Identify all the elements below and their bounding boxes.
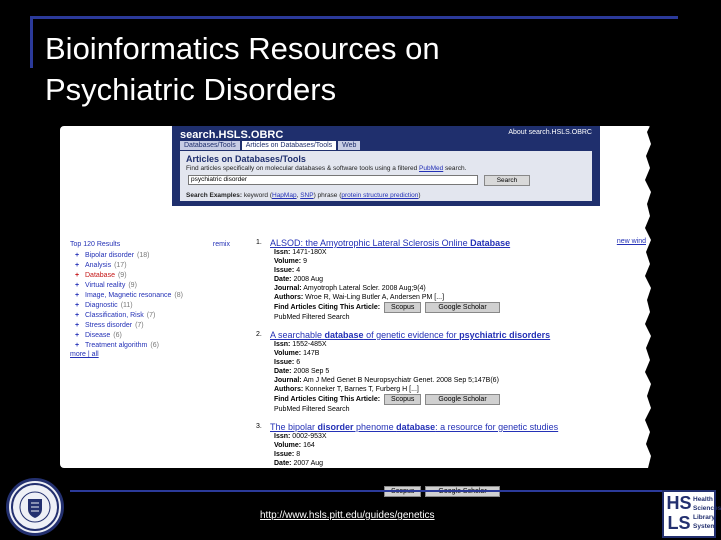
slide-title-line-1: Bioinformatics Resources on — [45, 31, 440, 66]
plus-icon: + — [75, 271, 80, 279]
facet-item[interactable]: + Treatment algorithm (6) — [75, 341, 159, 349]
facet-item[interactable]: + Bipolar disorder (18) — [75, 251, 150, 259]
facet-item-selected[interactable]: + Database (9) — [75, 271, 127, 279]
search-input[interactable]: psychiatric disorder — [188, 175, 478, 185]
example-phrase-link[interactable]: protein structure prediction — [341, 192, 419, 199]
tab-web[interactable]: Web — [338, 141, 360, 150]
result-number: 3. — [256, 423, 262, 430]
facets-header: Top 120 Results — [70, 241, 121, 248]
remix-link[interactable]: remix — [212, 241, 230, 248]
result-journal: Journal: Am J Med Genet B Neuropsychiatr Genet. 2008 Sep 5;147B(6) — [274, 377, 499, 384]
panel-description: Find articles specifically on molecular databases & software tools using a filtered PubMed search. — [186, 165, 467, 172]
plus-icon: + — [75, 251, 80, 259]
result-journal: Journal: Amyotroph Lateral Scler. 2008 Aug;9(4) — [274, 285, 426, 292]
result-date: Date: 2008 Aug — [274, 276, 324, 283]
university-seal-logo — [6, 478, 64, 536]
result-item — [256, 238, 648, 322]
result-authors: Authors: Potash JB, Toolan J, Steele J [...] — [274, 478, 408, 485]
pubmed-filtered-search-link[interactable]: PubMed Filtered Search — [274, 314, 350, 321]
result-volume: Volume: 147B — [274, 350, 320, 357]
google-scholar-button[interactable]: Google Scholar — [425, 394, 499, 405]
scopus-button[interactable]: Scopus — [384, 302, 421, 313]
result-issn: Issn: 0002-953X — [274, 433, 327, 440]
plus-icon: + — [75, 281, 80, 289]
result-title-link[interactable]: A searchable database of genetic evidence for psychiatric disorders — [270, 330, 551, 340]
hsls-logo-letters: HS LS — [666, 493, 692, 533]
plus-icon: + — [75, 291, 80, 299]
result-issn: Issn: 1471-180X — [274, 249, 327, 256]
google-scholar-button[interactable]: Google Scholar — [425, 302, 499, 313]
result-authors: Authors: Wroe R, Wai-Ling Butler A, Andersen PM [...] — [274, 294, 445, 301]
result-issue: Issue: 6 — [274, 359, 301, 366]
tab-databases-tools[interactable]: Databases/Tools — [180, 141, 240, 150]
facet-item[interactable]: + Stress disorder (7) — [75, 321, 144, 329]
facet-item[interactable]: + Virtual reality (9) — [75, 281, 137, 289]
site-tabs — [180, 141, 360, 150]
scopus-button[interactable]: Scopus — [384, 394, 421, 405]
bottom-accent-rule — [70, 490, 686, 492]
panel-heading: Articles on Databases/Tools — [186, 154, 306, 164]
result-volume: Volume: 164 — [274, 442, 315, 449]
result-item — [256, 330, 648, 414]
example-hapmap-link[interactable]: HapMap — [272, 192, 297, 199]
result-issue: Issue: 4 — [274, 267, 301, 274]
torn-edge-decoration — [642, 126, 652, 468]
result-number: 2. — [256, 331, 262, 338]
pubmed-link[interactable]: PubMed — [419, 165, 444, 172]
cite-row: Find Articles Citing This Article: Scopus Google Scholar — [274, 394, 648, 405]
search-button[interactable]: Search — [484, 175, 530, 186]
result-number: 1. — [256, 239, 262, 246]
cite-row: Find Articles Citing This Article: Scopus Google Scholar — [274, 302, 648, 313]
more-all-link[interactable]: more | all — [70, 351, 99, 358]
tab-articles-on-databases[interactable]: Articles on Databases/Tools — [242, 141, 336, 150]
result-authors: Authors: Konneker T, Barnes T, Furberg H [...] — [274, 386, 419, 393]
result-item — [256, 422, 648, 497]
result-date: Date: 2008 Sep 5 — [274, 368, 330, 375]
result-journal: Journal: Am J Psychiatry. 2007 Aug;164(8) — [274, 469, 409, 476]
search-panel — [180, 151, 592, 201]
result-date: Date: 2007 Aug — [274, 460, 324, 467]
facet-item[interactable]: + Diagnostic (11) — [75, 301, 133, 309]
facet-sidebar — [70, 241, 230, 358]
seal-icon — [9, 481, 61, 533]
plus-icon: + — [75, 301, 80, 309]
plus-icon: + — [75, 341, 80, 349]
result-title-link[interactable]: ALSOD: the Amyotrophic Lateral Sclerosis Online Database — [270, 238, 511, 248]
left-accent-rule — [30, 16, 33, 68]
hsls-logo — [662, 490, 721, 538]
example-snp-link[interactable]: SNP — [300, 192, 314, 199]
result-issn: Issn: 1552-485X — [274, 341, 327, 348]
facet-item[interactable]: + Disease (6) — [75, 331, 122, 339]
plus-icon: + — [75, 311, 80, 319]
plus-icon: + — [75, 261, 80, 269]
results-list — [256, 238, 648, 505]
about-link[interactable]: About search.HSLS.OBRC — [508, 129, 592, 136]
top-accent-rule — [30, 16, 678, 19]
result-title-link[interactable]: The bipolar disorder phenome database: a resource for genetic studies — [270, 422, 559, 432]
pubmed-filtered-search-link[interactable]: PubMed Filtered Search — [274, 406, 350, 413]
hsls-logo-text: Health Sciences Library System — [693, 496, 721, 530]
new-window-link[interactable]: new wind — [616, 238, 646, 245]
plus-icon: + — [75, 331, 80, 339]
slide-title — [45, 28, 645, 110]
slide-title-line-2: Psychiatric Disorders — [45, 72, 337, 107]
facet-item[interactable]: + Analysis (17) — [75, 261, 127, 269]
facet-item[interactable]: + Classification, Risk (7) — [75, 311, 156, 319]
search-results-screenshot — [60, 126, 652, 485]
guide-url-link[interactable]: http://www.hsls.pitt.edu/guides/genetics — [260, 510, 435, 521]
result-volume: Volume: 9 — [274, 258, 307, 265]
result-issue: Issue: 8 — [274, 451, 301, 458]
site-logo[interactable]: search.HSLS.OBRC — [180, 129, 284, 141]
search-examples: Search Examples: keyword (HapMap, SNP) phrase (protein structure prediction) — [186, 192, 421, 199]
plus-icon: + — [75, 321, 80, 329]
facet-item[interactable]: + Image, Magnetic resonance (8) — [75, 291, 183, 299]
site-header — [172, 126, 600, 206]
